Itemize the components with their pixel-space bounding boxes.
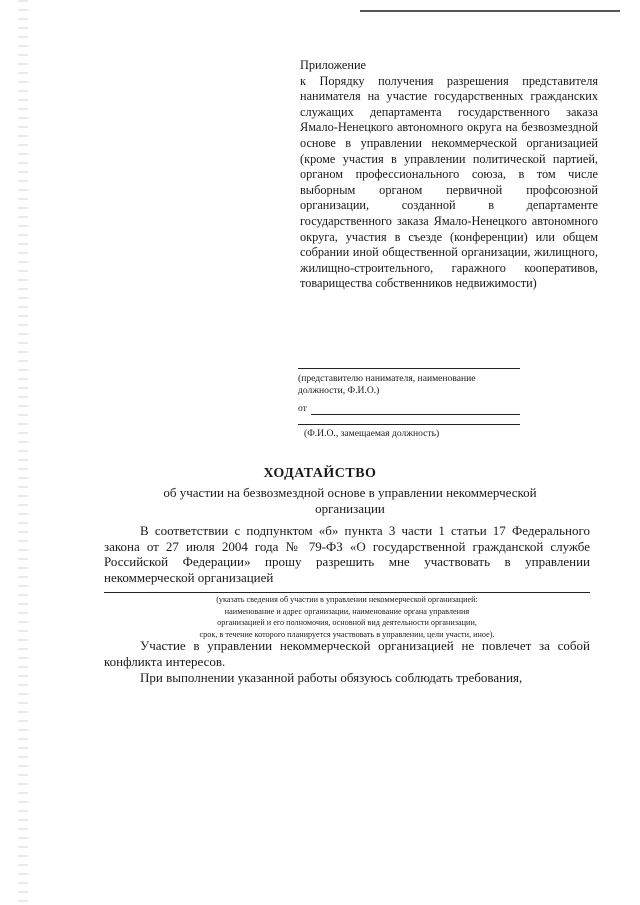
recipient-caption: (представителю нанимателя, наименование должности, Ф.И.О.) <box>298 373 476 396</box>
scan-edge-artifact <box>18 0 28 905</box>
fill-instruction-line: наименование и адрес организации, наименование органа управления <box>224 606 470 616</box>
petition-paragraph-1: В соответствии с подпунктом «б» пункта 3 части 1 статьи 17 Федерального закона от 27 июля 2004 года № 79-ФЗ «О государственной гражданской службе Российской Федерации» прошу разрешить мне участвовать в управлении некоммерческой организацией <box>104 523 590 585</box>
document-subtitle: об участии на безвозмездной основе в управлении некоммерческой организации <box>163 485 537 516</box>
from-line <box>311 405 520 415</box>
appendix-reference: к Порядку получения разрешения представителя нанимателя на участие государственных гражданских служащих департамента государственного заказа Ямало-Ненецкого автономного округа на безвозмездной основе в управлении некоммерческой организацией (кроме участия в управлении политической партией, органом профессионального союза, в том числе выборным органом первичной профсоюзной организации, созданной в департаменте государственного заказа Ямало-Ненецкого автономного округа, участия в съезде (конференции) или общем собрании иной общественной организации, жилищного, жилищно-строительного, гаражного кооперативов, товарищества собственников недвижимости) <box>300 73 598 291</box>
appendix-label: Приложение <box>300 58 366 72</box>
petition-paragraph-3: При выполнении указанной работы обязуюсь соблюдать требования, <box>140 670 523 685</box>
fill-instructions <box>104 592 590 640</box>
top-edge-mark <box>360 10 620 12</box>
appendix-header <box>300 58 598 292</box>
document-title: ХОДАТАЙСТВО <box>263 466 377 481</box>
from-row <box>298 403 520 415</box>
fill-instruction-line: (указать сведения об участии в управлении некоммерческой организацией: <box>216 595 478 604</box>
petition-paragraph-2: Участие в управлении некоммерческой организацией не повлечет за собой конфликта интересов. <box>104 638 590 669</box>
from-label: от <box>298 403 307 414</box>
fill-instruction-line: срок, в течение которого планируется участвовать в управлении, цели участи, иное). <box>199 629 495 639</box>
fill-instruction-line: организацией и его полномочия, основной вид деятельности организации, <box>217 618 477 627</box>
sender-caption: (Ф.И.О., замещаемая должность) <box>304 428 440 439</box>
recipient-block <box>298 368 520 440</box>
